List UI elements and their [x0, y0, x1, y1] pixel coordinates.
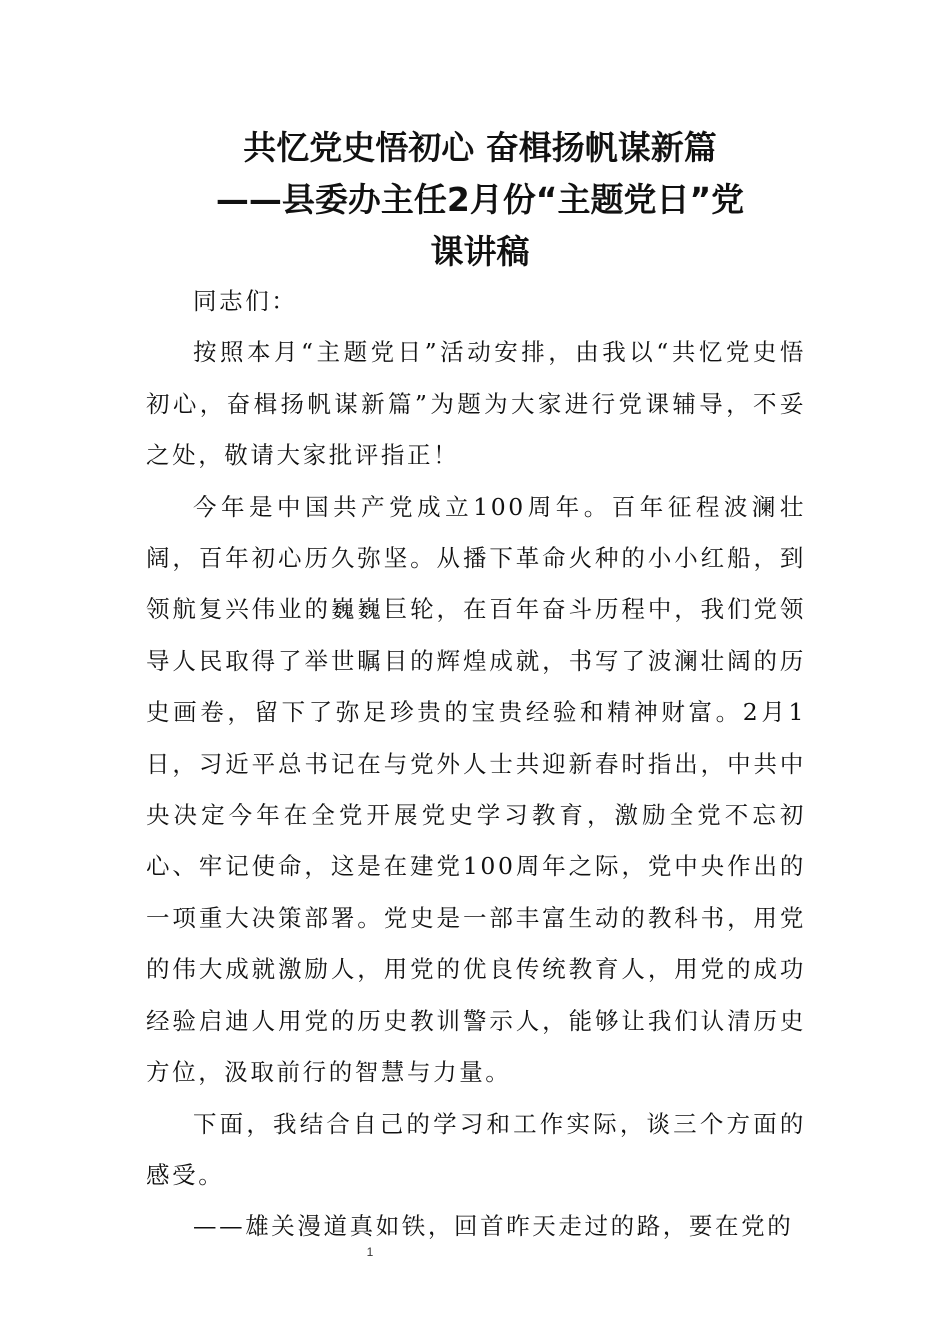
paragraph-intro: 按照本月“主题党日”活动安排，由我以“共忆党史悟初心，奋楫扬帆谋新篇”为题为大家进行党课辅导，不妥之处，敬请大家批评指正！ [146, 338, 806, 470]
title-line-3: 课讲稿 [430, 232, 530, 271]
salutation: 同志们： [193, 287, 298, 315]
paragraph-centenary: 今年是中国共产党成立100周年。百年征程波澜壮阔，百年初心历久弥坚。从播下革命火种的小小红船，到领航复兴伟业的巍巍巨轮，在百年奋斗历程中，我们党领导人民取得了举世瞩目的辉煌成就，书写了波澜壮阔的历史画卷，留下了弥足珍贵的宝贵经验和精神财富。2月1日，习近平总书记在与党外人士共迎新春时指出，中共中央决定今年在全党开展党史学习教育，激励全党不忘初心、牢记使命，这是在建党100周年之际，党中央作出的一项重大决策部署。党史是一部丰富生动的教科书，用党的伟大成就激励人，用党的优良传统教育人，用党的成功经验启迪人用党的历史教训警示人，能够让我们认清历史方位，汲取前行的智慧与力量。 [146, 492, 806, 1087]
document-body [146, 276, 806, 1253]
title-line-1: 共忆党史悟初心 奋楫扬帆谋新篇 [243, 128, 717, 167]
paragraph-section-one: ——雄关漫道真如铁，回首昨天走过的路，要在党的 [193, 1212, 794, 1241]
page-number: 1 [366, 1245, 374, 1259]
document-title [140, 122, 820, 278]
paragraph-overview: 下面，我结合自己的学习和工作实际，谈三个方面的感受。 [146, 1109, 806, 1189]
title-line-2: ——县委办主任2月份“主题党日”党 [215, 180, 745, 219]
